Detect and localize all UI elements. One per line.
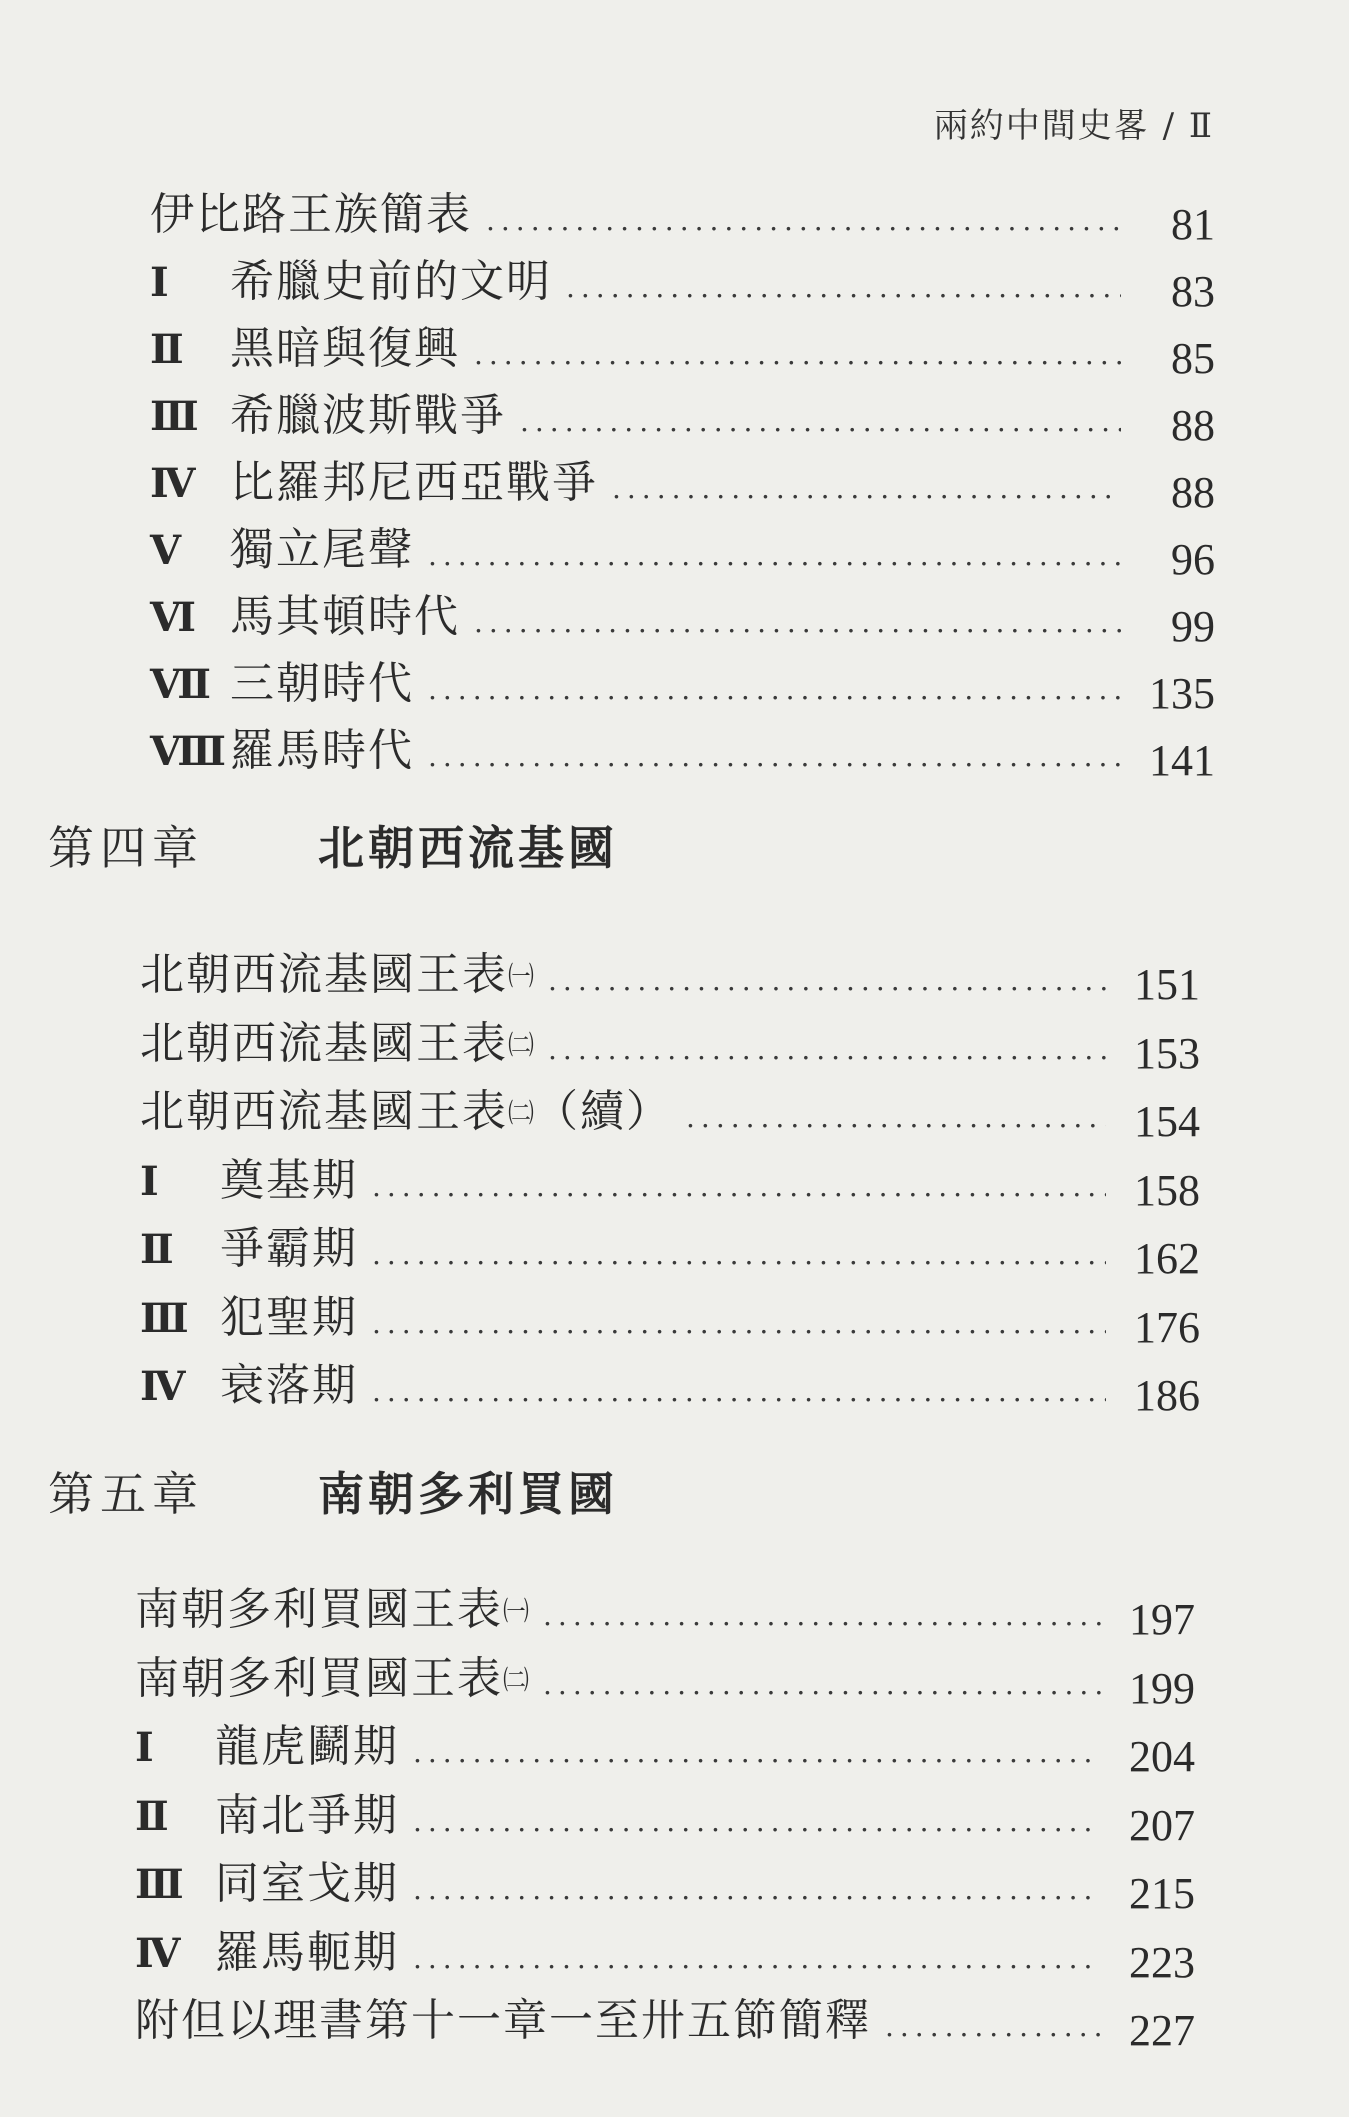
entry-page-number: 85 xyxy=(1171,334,1215,383)
entry-title: 南朝多利買國王表 xyxy=(135,1584,503,1635)
entry-roman-numeral: Ⅴ xyxy=(150,527,179,574)
entry-roman-numeral: Ⅲ xyxy=(140,1295,186,1342)
entry-page-number: 135 xyxy=(1149,669,1215,718)
entry-title-group xyxy=(150,658,414,709)
toc-entry[interactable] xyxy=(135,1854,1195,1918)
entry-title-group xyxy=(140,1292,358,1343)
entry-title-group xyxy=(140,1223,358,1274)
dot-leader xyxy=(543,1602,1101,1630)
entry-table-number: ㈡ xyxy=(503,1666,530,1696)
entry-page-number: 81 xyxy=(1171,200,1215,249)
chapter-title: 北朝西流基國 xyxy=(318,821,618,875)
toc-entry[interactable] xyxy=(150,721,1215,785)
entry-roman-numeral: Ⅳ xyxy=(135,1930,178,1977)
entry-title-group xyxy=(135,1858,399,1909)
entry-title: 獨立尾聲 xyxy=(230,524,414,575)
toc-entry[interactable] xyxy=(150,587,1215,651)
dot-leader xyxy=(612,475,1121,503)
entry-page-number: 158 xyxy=(1134,1166,1200,1215)
entry-roman-numeral: Ⅰ xyxy=(140,1158,156,1205)
entry-title-group xyxy=(150,591,460,642)
dot-leader xyxy=(520,408,1121,436)
entry-page-number: 141 xyxy=(1149,736,1215,785)
entry-title: 希臘史前的文明 xyxy=(230,256,552,307)
entry-continued-note: （續） xyxy=(534,1086,673,1137)
running-header: 兩約中間史畧 / Ⅱ xyxy=(933,106,1214,146)
entry-page-number: 162 xyxy=(1134,1234,1200,1283)
entry-title-group xyxy=(150,323,460,374)
entry-table-number: ㈠ xyxy=(508,962,535,992)
entry-title-group xyxy=(150,457,598,508)
dot-leader xyxy=(486,207,1121,235)
dot-leader xyxy=(372,1310,1106,1338)
dot-leader xyxy=(413,1739,1101,1767)
toc-entry[interactable] xyxy=(135,1923,1195,1987)
entry-roman-numeral: Ⅵ xyxy=(150,594,193,641)
dot-leader xyxy=(428,743,1121,771)
entry-title: 三朝時代 xyxy=(230,658,414,709)
toc-entry[interactable] xyxy=(135,1649,1195,1713)
entry-title: 伊比路王族簡表 xyxy=(150,189,472,240)
entry-page-number: 176 xyxy=(1134,1303,1200,1352)
entry-title: 爭霸期 xyxy=(220,1223,358,1274)
entry-roman-numeral: Ⅰ xyxy=(135,1724,151,1771)
entry-title-group xyxy=(140,1360,358,1411)
dot-leader xyxy=(686,1104,1106,1132)
entry-title-group xyxy=(135,1721,399,1772)
dot-leader xyxy=(413,1808,1101,1836)
toc-entry[interactable] xyxy=(150,185,1215,249)
dot-leader xyxy=(474,341,1121,369)
entry-title-group xyxy=(140,1086,673,1137)
toc-entry[interactable] xyxy=(140,1219,1200,1283)
entry-table-number: ㈡ xyxy=(508,1031,535,1061)
entry-table-number: ㈡ xyxy=(508,1099,535,1129)
chapter-title: 南朝多利買國 xyxy=(318,1467,618,1521)
toc-entry[interactable] xyxy=(150,520,1215,584)
entry-title: 北朝西流基國王表 xyxy=(140,1018,508,1069)
toc-entry[interactable] xyxy=(135,1991,1195,2055)
chapter-label: 第五章 xyxy=(48,1467,204,1521)
entry-roman-numeral: Ⅲ xyxy=(135,1861,181,1908)
entry-page-number: 199 xyxy=(1129,1664,1195,1713)
entry-title: 衰落期 xyxy=(220,1360,358,1411)
toc-entry[interactable] xyxy=(140,1014,1200,1078)
entry-title: 羅馬時代 xyxy=(230,725,414,776)
toc-entry[interactable] xyxy=(150,654,1215,718)
entry-roman-numeral: Ⅱ xyxy=(135,1793,166,1840)
entry-title: 馬其頓時代 xyxy=(230,591,460,642)
entry-title-group xyxy=(135,1790,399,1841)
entry-roman-numeral: Ⅶ xyxy=(150,661,208,708)
chapter-label: 第四章 xyxy=(48,821,204,875)
toc-entry[interactable] xyxy=(140,1288,1200,1352)
entry-title-group xyxy=(135,1995,871,2046)
entry-title-group xyxy=(135,1927,399,1978)
entry-title-group xyxy=(150,189,472,240)
dot-leader xyxy=(428,676,1121,704)
toc-entry[interactable] xyxy=(140,1082,1200,1146)
entry-page-number: 96 xyxy=(1171,535,1215,584)
entry-roman-numeral: Ⅳ xyxy=(140,1363,183,1410)
entry-title-group xyxy=(135,1584,530,1635)
entry-title-group xyxy=(150,725,414,776)
entry-title-group xyxy=(140,1018,535,1069)
dot-leader xyxy=(372,1378,1106,1406)
entry-page-number: 88 xyxy=(1171,468,1215,517)
toc-entry[interactable] xyxy=(150,453,1215,517)
entry-page-number: 83 xyxy=(1171,267,1215,316)
entry-title-group xyxy=(140,949,535,1000)
entry-title-group xyxy=(135,1653,530,1704)
dot-leader xyxy=(543,1671,1101,1699)
toc-entry[interactable] xyxy=(135,1580,1195,1644)
toc-entry[interactable] xyxy=(140,1356,1200,1420)
toc-entry[interactable] xyxy=(135,1786,1195,1850)
entry-page-number: 215 xyxy=(1129,1869,1195,1918)
entry-roman-numeral: Ⅱ xyxy=(140,1226,171,1273)
entry-title: 比羅邦尼西亞戰爭 xyxy=(230,457,598,508)
entry-page-number: 153 xyxy=(1134,1029,1200,1078)
toc-entry[interactable] xyxy=(150,252,1215,316)
entry-roman-numeral: Ⅰ xyxy=(150,259,166,306)
entry-title: 北朝西流基國王表 xyxy=(140,1086,508,1137)
entry-page-number: 204 xyxy=(1129,1732,1195,1781)
entry-title-group xyxy=(140,1155,358,1206)
entry-roman-numeral: Ⅷ xyxy=(150,728,223,775)
entry-page-number: 186 xyxy=(1134,1371,1200,1420)
entry-title: 犯聖期 xyxy=(220,1292,358,1343)
chapter-heading-5 xyxy=(48,1458,618,1524)
entry-page-number: 99 xyxy=(1171,602,1215,651)
entry-page-number: 207 xyxy=(1129,1801,1195,1850)
dot-leader xyxy=(413,1876,1101,1904)
toc-entry[interactable] xyxy=(150,319,1215,383)
dot-leader xyxy=(474,609,1121,637)
dot-leader xyxy=(548,1036,1106,1064)
dot-leader xyxy=(885,2013,1101,2041)
entry-title-group xyxy=(150,524,414,575)
entry-page-number: 154 xyxy=(1134,1097,1200,1146)
toc-entry[interactable] xyxy=(150,386,1215,450)
entry-page-number: 227 xyxy=(1129,2006,1195,2055)
dot-leader xyxy=(428,542,1121,570)
entry-title: 奠基期 xyxy=(220,1155,358,1206)
chapter-heading-4 xyxy=(48,812,618,878)
dot-leader xyxy=(566,274,1121,302)
entry-page-number: 197 xyxy=(1129,1595,1195,1644)
entry-title: 同室戈期 xyxy=(215,1858,399,1909)
entry-title: 附但以理書第十一章一至卅五節簡釋 xyxy=(135,1995,871,2046)
dot-leader xyxy=(372,1241,1106,1269)
entry-title: 北朝西流基國王表 xyxy=(140,949,508,1000)
dot-leader xyxy=(372,1173,1106,1201)
dot-leader xyxy=(548,967,1106,995)
entry-page-number: 223 xyxy=(1129,1938,1195,1987)
entry-title: 南北爭期 xyxy=(215,1790,399,1841)
entry-roman-numeral: Ⅱ xyxy=(150,326,181,373)
entry-roman-numeral: Ⅳ xyxy=(150,460,193,507)
entry-title: 黑暗與復興 xyxy=(230,323,460,374)
toc-entry[interactable] xyxy=(140,1151,1200,1215)
toc-entry[interactable] xyxy=(140,945,1200,1009)
toc-entry[interactable] xyxy=(135,1717,1195,1781)
entry-title: 龍虎鬬期 xyxy=(215,1721,399,1772)
entry-title: 羅馬軛期 xyxy=(215,1927,399,1978)
dot-leader xyxy=(413,1945,1101,1973)
entry-page-number: 151 xyxy=(1134,960,1200,1009)
entry-title-group xyxy=(150,256,552,307)
entry-roman-numeral: Ⅲ xyxy=(150,393,196,440)
entry-page-number: 88 xyxy=(1171,401,1215,450)
entry-title: 南朝多利買國王表 xyxy=(135,1653,503,1704)
entry-title-group xyxy=(150,390,506,441)
entry-table-number: ㈠ xyxy=(503,1597,530,1627)
entry-title: 希臘波斯戰爭 xyxy=(230,390,506,441)
